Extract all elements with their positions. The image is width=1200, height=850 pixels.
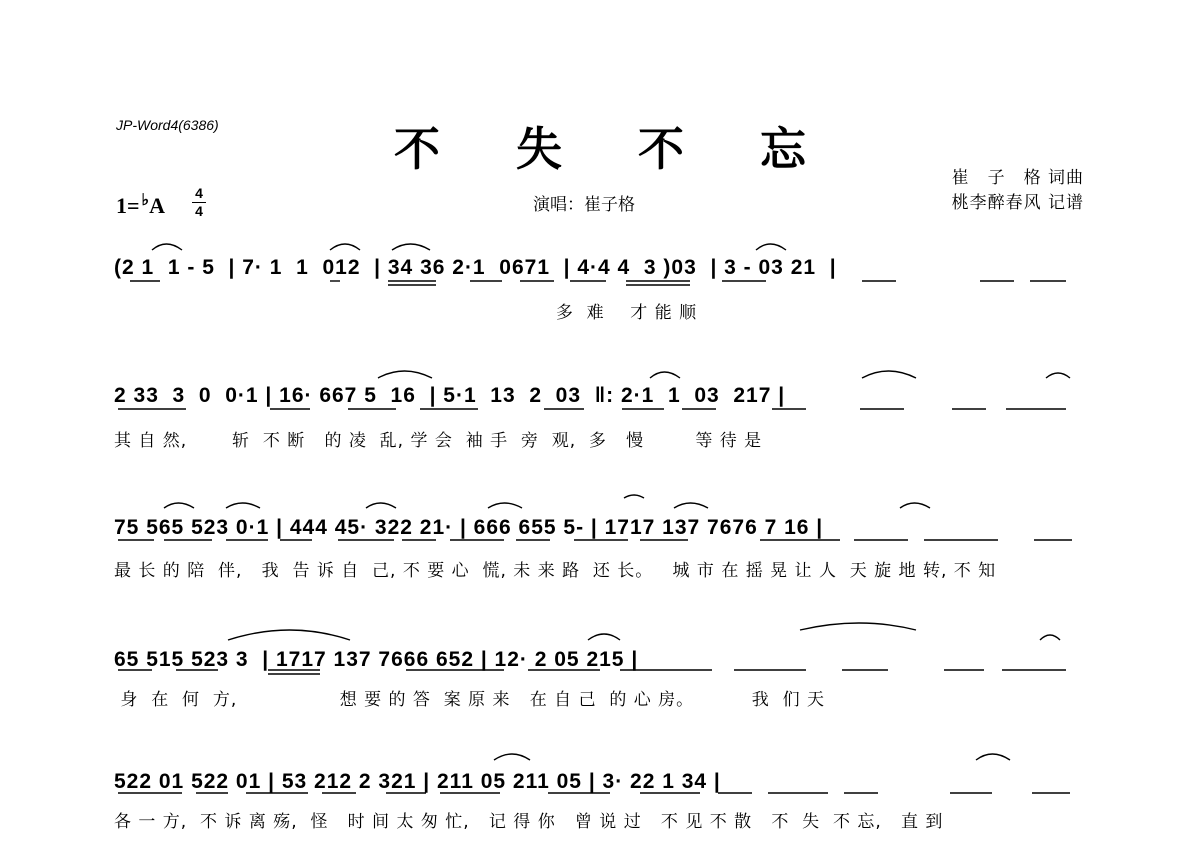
key-prefix: 1= [116, 193, 140, 218]
time-bottom: 4 [195, 203, 203, 219]
watermark-label: JP-Word4(6386) [116, 117, 219, 133]
transcriber-credit: 桃李醉春风 记谱 [951, 193, 1084, 213]
flat-symbol: ♭ [141, 192, 150, 209]
key-signature [116, 190, 165, 219]
lyrics-row-1: 多 难 才 能 顺 [114, 303, 698, 323]
lyrics-row-5: 各 一 方, 不 诉 离 殇, 怪 时 间 太 匆 忙, 记 得 你 曾 说 过 不 见 不 散 不 失 不 忘, 直 到 [114, 812, 944, 832]
song-title: 不 失 不 忘 [393, 122, 837, 176]
notation-row-4: 65 515 523 3 | 1717 137 7666 652 | 12· 2 05 215 | [114, 648, 639, 671]
key-note: A [149, 193, 165, 218]
time-signature [192, 186, 206, 219]
lyrics-row-2: 其 自 然, 斩 不 断 的 凌 乱, 学 会 袖 手 旁 观, 多 慢 等 待 是 [114, 431, 763, 451]
singer-credit: 演唱：崔子格 [533, 195, 635, 215]
notation-row-3: 75 565 523 0·1 | 444 45· 322 21· | 666 655 5- | 1717 137 7676 7 16 | [114, 516, 824, 539]
lyrics-row-3: 最 长 的 陪 伴, 我 告 诉 自 己, 不 要 心 慌, 未 来 路 还 长。 城 市 在 摇 晃 让 人 天 旋 地 转, 不 知 [114, 561, 997, 581]
notation-row-2: 2 33 3 0 0·1 | 16· 667 5 16 | 5·1 13 2 03 ‖: 2·1 1 03 217 | [114, 384, 786, 407]
notation-row-1: (2 1 1 - 5 | 7· 1 1 012 | 34 36 2·1 0671 | 4·4 4 3 )03 | 3 - 03 21 | [114, 256, 837, 279]
time-top: 4 [195, 185, 203, 201]
lyrics-row-4: 身 在 何 方, 想 要 的 答 案 原 来 在 自 己 的 心 房。 我 们 天 [114, 690, 825, 710]
notation-row-5: 522 01 522 01 | 53 212 2 321 | 211 05 211 05 | 3· 22 1 34 | [114, 770, 721, 793]
composer-credit: 崔 子 格 词曲 [951, 168, 1084, 188]
